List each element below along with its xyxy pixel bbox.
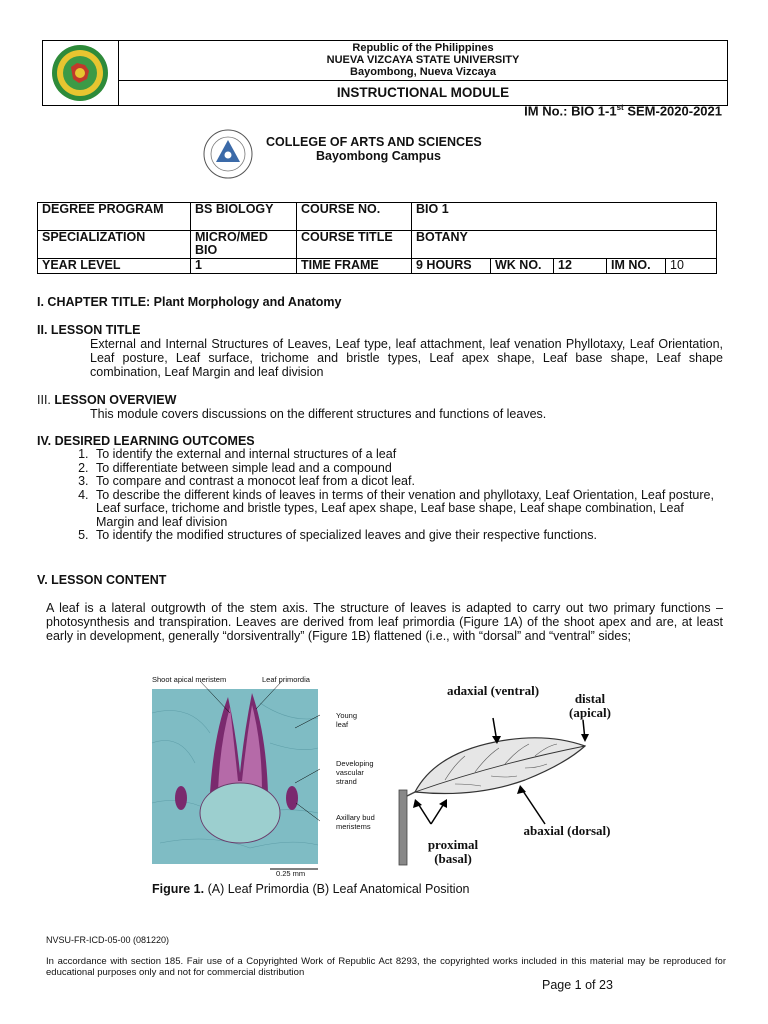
week-no-value: 12 <box>554 259 607 274</box>
university-seal-icon <box>43 41 118 105</box>
figure-1a <box>150 673 375 878</box>
module-title: INSTRUCTIONAL MODULE <box>336 85 510 100</box>
figure-1b <box>395 684 630 874</box>
content-text: A leaf is a lateral outgrowth of the stem axis. The structure of leaves is adapted to carry out two primary functions – photosynthesis and transpiration. Leaves are derived from leaf primordia (Figure 1A) of the shoot apex and are, at least early in development, generally “dorsiventrally” (Figure 1B) flattened (i.e., with “dorsal” and “ventral” sides; <box>46 601 723 643</box>
label-young-leaf: Young leaf <box>336 711 357 729</box>
label-developing-vascular-strand: Developing vascular strand <box>336 759 374 786</box>
im-number <box>524 103 722 118</box>
content-heading: V. LESSON CONTENT <box>37 573 167 587</box>
label-leaf-primordia: Leaf primordia <box>262 675 310 684</box>
form-code: NVSU-FR-ICD-05-00 (081220) <box>46 935 170 945</box>
copyright-note: In accordance with section 185. Fair use of a Copyrighted Work of Republic Act 8293, the copyrighted works included in this material may be reproduced for educational purposes only and not for commercial distribution <box>46 956 726 978</box>
overview-heading <box>37 393 176 407</box>
logo-cell <box>43 41 119 105</box>
im-no-value: 10 <box>666 259 717 274</box>
outcome-item: 5. To identify the modified structures of specialized leaves and give their respective functions. <box>92 529 723 543</box>
header-university-block <box>119 41 727 81</box>
university-name: NUEVA VIZCAYA STATE UNIVERSITY <box>326 54 520 66</box>
degree-label: DEGREE PROGRAM <box>38 203 191 231</box>
college-seal-icon <box>200 128 256 180</box>
chapter-title: I. CHAPTER TITLE: Plant Morphology and Anatomy <box>37 295 342 309</box>
republic-text: Republic of the Philippines <box>352 42 494 54</box>
outcome-item: 1. To identify the external and internal structures of a leaf <box>92 448 723 462</box>
figure-caption-label: Figure 1. <box>152 882 205 896</box>
degree-value: BS BIOLOGY <box>191 203 297 231</box>
page-number: Page 1 of 23 <box>542 978 613 992</box>
outcome-item: 4. To describe the different kinds of leaves in terms of their venation and phyllotaxy, Leaf Orientation, Leaf posture, Leaf surface, trichome and bristle types, Leaf apex shape, Leaf base shape, Leaf shape combination, Leaf Margin and leaf division <box>92 489 723 530</box>
year-level-label: YEAR LEVEL <box>38 259 191 274</box>
time-frame-label: TIME FRAME <box>297 259 412 274</box>
course-title-value: BOTANY <box>412 231 717 259</box>
outcomes-list <box>70 448 723 543</box>
time-frame-value: 9 HOURS <box>412 259 491 274</box>
course-no-label: COURSE NO. <box>297 203 412 231</box>
header-box <box>42 40 728 106</box>
label-distal: distal <box>574 691 606 706</box>
course-no-value: BIO 1 <box>412 203 717 231</box>
overview-number: III. <box>37 393 55 407</box>
figure-caption <box>152 882 470 896</box>
label-shoot-apical-meristem: Shoot apical meristem <box>152 675 227 684</box>
figure-caption-text: (A) Leaf Primordia (B) Leaf Anatomical Position <box>204 882 470 896</box>
college-campus: Bayombong Campus <box>316 149 442 163</box>
label-abaxial: abaxial (dorsal) <box>523 823 611 838</box>
week-no-label: WK NO. <box>491 259 554 274</box>
label-apical: (apical) <box>569 705 611 720</box>
university-location: Bayombong, Nueva Vizcaya <box>350 66 496 78</box>
overview-text: This module covers discussions on the different structures and functions of leaves. <box>90 407 547 421</box>
outcomes-list-wrap <box>70 448 723 543</box>
course-title-label: COURSE TITLE <box>297 231 412 259</box>
outcomes-heading: IV. DESIRED LEARNING OUTCOMES <box>37 434 255 448</box>
im-number-suffix: SEM-2020-2021 <box>623 103 722 119</box>
overview-heading-text: LESSON OVERVIEW <box>54 393 177 407</box>
im-no-label: IM NO. <box>607 259 666 274</box>
year-level-value: 1 <box>191 259 297 274</box>
label-axillary-bud: Axillary bud meristems <box>336 813 375 831</box>
im-number-sup: st <box>616 103 624 112</box>
outcome-item: 2. To differentiate between simple lead and a compound <box>92 462 723 476</box>
lesson-title-text: External and Internal Structures of Leaves, Leaf type, leaf attachment, leaf venation Phyllotaxy, Leaf Orientation, Leaf posture, Leaf surface, trichome and bristle types, Leaf apex shape, Leaf base shape, Leaf shape combination, Leaf Margin and leaf division <box>90 337 723 379</box>
label-adaxial: adaxial (ventral) <box>446 683 540 698</box>
college-name: COLLEGE OF ARTS AND SCIENCES <box>266 135 482 149</box>
college-block <box>266 135 482 163</box>
label-basal: (basal) <box>434 851 472 866</box>
lesson-title-heading: II. LESSON TITLE <box>37 323 141 337</box>
course-info-table <box>37 202 717 274</box>
label-scale: 0.25 mm <box>276 869 306 878</box>
outcome-item: 3. To compare and contrast a monocot leaf from a dicot leaf. <box>92 475 723 489</box>
specialization-value: MICRO/MED BIO <box>191 231 297 259</box>
leaf-primordia-micrograph <box>150 673 360 878</box>
label-proximal: proximal <box>427 837 479 852</box>
im-number-prefix: IM No.: BIO 1-1 <box>524 103 617 119</box>
specialization-label: SPECIALIZATION <box>38 231 191 259</box>
